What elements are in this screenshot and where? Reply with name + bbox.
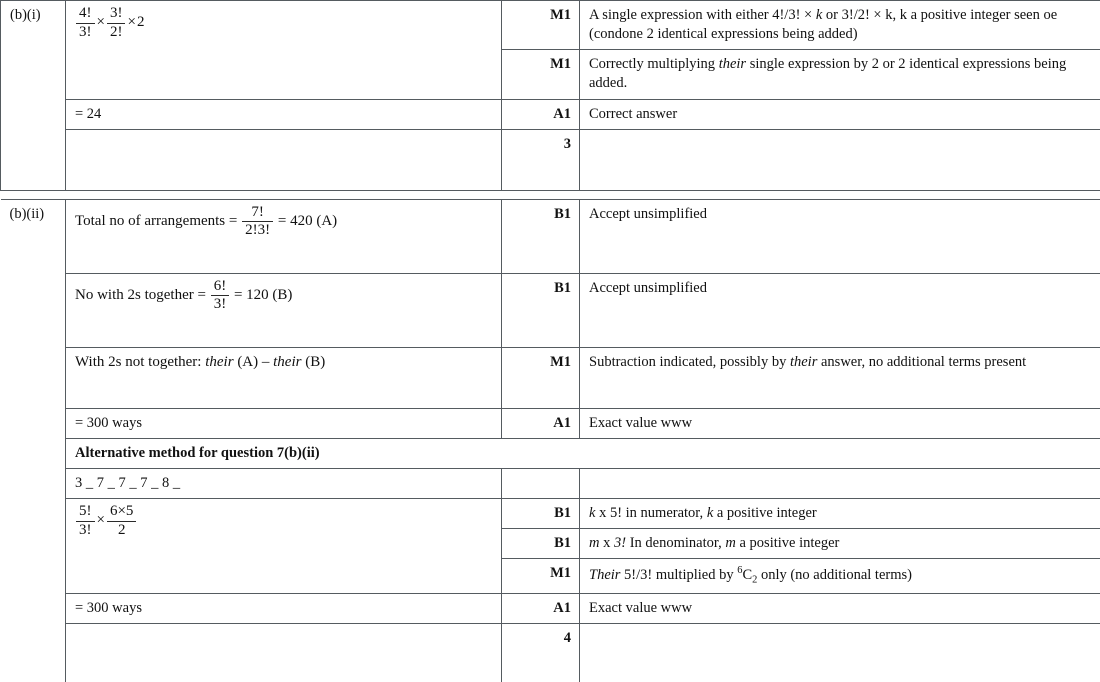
comment-italic-k: k: [706, 505, 714, 521]
mark-cell-m1: M1: [502, 50, 580, 99]
fraction-6times5-over-2: [107, 504, 136, 539]
fraction-7fact-over-2fact3fact: [242, 205, 273, 240]
table-row: [1, 623, 1100, 682]
combination-superscript: 6: [737, 565, 743, 577]
mark-cell-a1: A1: [502, 593, 580, 623]
working-cell-empty: [66, 623, 502, 682]
working-cell-2s-not-together: [66, 347, 502, 408]
section-separator: [1, 190, 1100, 199]
comment-cell-4: Accept unsimplified: [580, 199, 1100, 273]
comment-text-part: single expression by 2 or 2 identical expressions being added.: [589, 56, 1067, 92]
comment-italic-m: m: [589, 535, 600, 552]
fraction-denominator: 2!3!: [245, 222, 271, 239]
table-row: [1, 199, 1100, 273]
label-text: Total no of arrangements =: [75, 213, 238, 230]
working-cell-alt-expression: [66, 499, 502, 594]
working-cell-answer-24: = 24: [66, 99, 502, 129]
table-row: [1, 1, 1100, 50]
working-cell-answer-300-alt: = 300 ways: [66, 593, 502, 623]
comment-cell-empty: [580, 623, 1100, 682]
mark-cell-m1: M1: [502, 1, 580, 50]
fraction-denominator: 3!: [79, 23, 92, 40]
working-cell-empty: [66, 129, 502, 190]
separator-rule: [66, 190, 502, 199]
comment-text-part: Subtraction indicated, possibly by: [589, 353, 790, 370]
math-expression-subtraction: [75, 354, 325, 370]
question-label-b-i: (b)(i): [1, 1, 66, 191]
comment-text-part: answer, no additional terms present: [817, 353, 1027, 370]
comment-italic-their: their: [718, 56, 747, 73]
separator-rule: [1, 190, 66, 199]
comment-text-part: only (no additional terms): [757, 567, 912, 584]
fraction-denominator: 2: [117, 521, 126, 538]
table-row: [1, 593, 1100, 623]
comment-cell-8: [580, 499, 1100, 529]
fraction-6fact-over-3fact: [211, 279, 230, 314]
table-row: [1, 129, 1100, 190]
combination-subscript: 2: [752, 574, 758, 586]
comment-text-part: 5!/3! multiplied by: [620, 567, 738, 584]
comment-text-part: or 3!/2! × k, k a positive integer seen oe (condone 2 identical expressions being added): [589, 7, 1058, 43]
fraction-numerator: 5!: [76, 504, 95, 522]
fraction-numerator: 6×5: [107, 504, 136, 522]
mark-cell-b1: B1: [502, 199, 580, 273]
fraction-numerator: 3!: [107, 6, 126, 24]
mark-cell-b1: B1: [502, 529, 580, 559]
mark-cell-total: 4: [502, 623, 580, 682]
table-row: [1, 273, 1100, 347]
fraction-numerator: 6!: [211, 279, 230, 297]
working-cell-2s-together: [66, 273, 502, 347]
alternative-method-header: Alternative method for question 7(b)(ii): [66, 438, 1100, 468]
text-part: With 2s not together:: [75, 353, 202, 370]
comment-text-part: Correctly multiplying: [589, 56, 719, 73]
mark-cell-total: 3: [502, 129, 580, 190]
mark-cell-a1: A1: [502, 99, 580, 129]
comment-cell-empty: [580, 468, 1100, 498]
comment-italic-3fact: 3!: [613, 535, 627, 552]
fraction-5fact-over-3fact: [76, 504, 95, 539]
combination-letter: C: [742, 567, 753, 584]
table-row: [1, 499, 1100, 529]
comment-cell-11: Exact value www: [580, 593, 1100, 623]
mark-cell-b1: B1: [502, 273, 580, 347]
italic-their: their: [273, 353, 302, 370]
multiplication-sign: ×: [127, 14, 136, 31]
operand-two: 2: [136, 14, 145, 31]
fraction-numerator: 4!: [76, 6, 95, 24]
comment-text-part: In denominator,: [626, 535, 726, 552]
separator-rule: [580, 190, 1100, 199]
comment-cell-empty: [580, 129, 1100, 190]
comment-cell-6: [580, 347, 1100, 408]
math-expression-total-arrangements: [75, 203, 338, 239]
comment-cell-2: [580, 50, 1100, 99]
table-row: [1, 408, 1100, 438]
comment-cell-10: [580, 559, 1100, 593]
multiplication-sign: ×: [96, 14, 105, 31]
comment-italic-their: Their: [589, 567, 621, 584]
table-row: [1, 347, 1100, 408]
question-label-b-ii: (b)(ii): [9, 205, 45, 222]
comment-italic-k: k: [589, 505, 596, 521]
text-part: (A) –: [237, 353, 270, 370]
result-text: = 120 (B): [233, 287, 293, 304]
fraction-denominator: 2!: [109, 23, 123, 40]
fraction-4fact-over-3fact: [76, 6, 95, 41]
comment-text-part: A single expression with either 4!/3! ×: [589, 7, 816, 23]
mark-cell-b1: B1: [502, 499, 580, 529]
working-cell-slot-diagram: 3 _ 7 _ 7 _ 7 _ 8 _: [66, 468, 502, 498]
separator-rule: [502, 190, 580, 199]
comment-text-part: x 5! in numerator,: [595, 505, 707, 521]
comment-cell-1: [580, 1, 1100, 50]
table-row: [1, 468, 1100, 498]
comment-italic-k: k: [815, 7, 823, 23]
comment-cell-9: [580, 529, 1100, 559]
fraction-denominator: 3!: [213, 296, 227, 313]
table-row: [1, 99, 1100, 129]
mark-cell-a1: A1: [502, 408, 580, 438]
comment-text-part: a positive integer: [735, 535, 840, 552]
working-cell-b-i-expression: [66, 1, 502, 100]
mark-cell-m1: M1: [502, 559, 580, 593]
math-expression-2s-together: [75, 277, 293, 313]
comment-text-part: x: [599, 535, 614, 552]
multiplication-sign: ×: [96, 512, 105, 529]
comment-italic-their: their: [789, 353, 818, 370]
fraction-3fact-over-2fact: [107, 6, 126, 41]
comment-text-part: a positive integer: [713, 505, 817, 521]
mark-cell-m1: M1: [502, 347, 580, 408]
math-expression-4fact-3fact: [75, 5, 145, 40]
result-text: = 420 (A): [277, 213, 338, 230]
fraction-denominator: 3!: [79, 521, 92, 538]
comment-cell-3: Correct answer: [580, 99, 1100, 129]
label-text: No with 2s together =: [75, 287, 206, 304]
text-part: (B): [305, 353, 326, 370]
italic-their: their: [205, 353, 234, 370]
table-row-alt-header: [1, 438, 1100, 468]
fraction-numerator: 7!: [242, 205, 273, 223]
working-cell-answer-300: = 300 ways: [66, 408, 502, 438]
comment-cell-7: Exact value www: [580, 408, 1100, 438]
mark-cell-empty: [502, 468, 580, 498]
comment-cell-5: Accept unsimplified: [580, 273, 1100, 347]
working-cell-total-arrangements: [66, 199, 502, 273]
comment-italic-m: m: [725, 535, 736, 552]
